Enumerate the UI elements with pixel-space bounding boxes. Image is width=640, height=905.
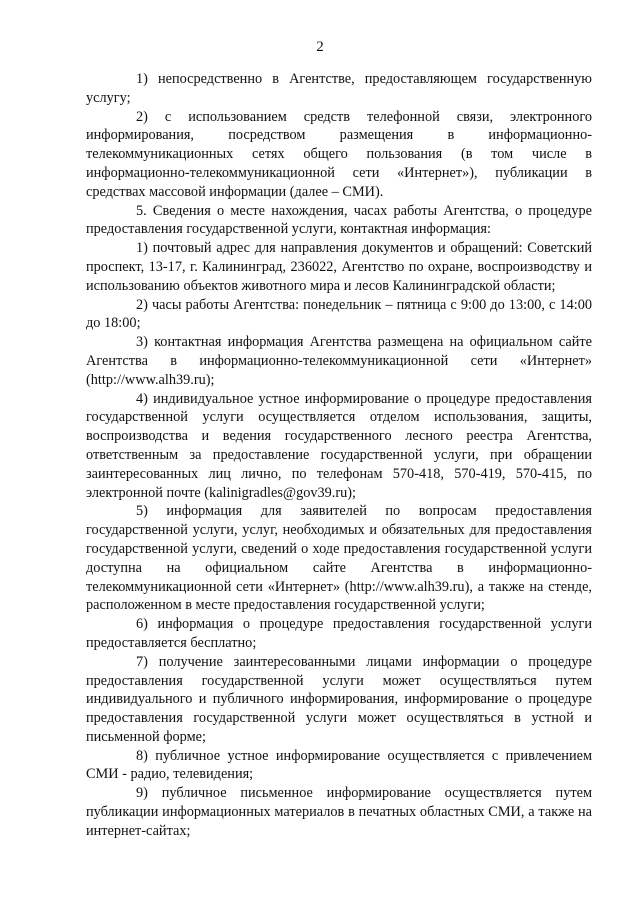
document-body [86, 70, 592, 841]
paragraph-4: 1) почтовый адрес для направления документов и обращений: Советский проспект, 13-17, г. Калининград, 236022, Агентство по охране, воспроизводству и использованию объектов животного мира и лесов Калининградской области; [86, 240, 592, 294]
paragraph-5: 2) часы работы Агентства: понедельник – пятница с 9:00 до 13:00, с 14:00 до 18:00; [86, 296, 592, 332]
paragraph-3: 5. Сведения о месте нахождения, часах работы Агентства, о процедуре предоставления государственной услуги, контактная информация: [86, 202, 592, 238]
paragraph-1: 1) непосредственно в Агентстве, предоставляющем государственную услугу; [86, 71, 592, 106]
paragraph-9: 6) информация о процедуре предоставления государственной услуги предоставляется бесплатно; [86, 616, 592, 651]
page-number: 2 [316, 39, 324, 55]
paragraph-11: 8) публичное устное информирование осуществляется с привлечением СМИ - радио, телевидения; [86, 747, 592, 783]
paragraph-8: 5) информация для заявителей по вопросам предоставления государственной услуги, услуг, необходимых и обязательных для предоставления государственной услуги, сведений о ходе предоставления государственной услуги доступна на официальном сайте Агентства в информационно-телекоммуникационной сети «Интернет» (http://www.alh39.ru), а также на стенде, расположенном в месте предоставления государственной услуги; [86, 503, 592, 614]
paragraph-12: 9) публичное письменное информирование осуществляется путем публикации информационных материалов в печатных областных СМИ, а также на интернет-сайтах; [86, 785, 592, 839]
paragraph-10: 7) получение заинтересованными лицами информации о процедуре предоставления государственной услуги может осуществляться путем индивидуального и публичного информирования, информирование о процедуре предоставления государственной услуги может осуществляться в устной и письменной форме; [86, 653, 592, 745]
paragraph-6: 3) контактная информация Агентства размещена на официальном сайте Агентства в информационно-телекоммуникационной сети «Интернет» (http://www.alh39.ru); [86, 334, 592, 388]
paragraph-7: 4) индивидуальное устное информирование о процедуре предоставления государственной услуги осуществляется отделом использования, защиты, воспроизводства и ведения государственного лесного реестра Агентства, ответственным за предоставление государственной услуги, при обращении заинтересованных лиц лично, по телефонам 570-418, 570-419, 570-415, по электронной почте (kalinigradles@gov39.ru); [86, 390, 592, 501]
paragraph-2: 2) с использованием средств телефонной связи, электронного информирования, посредством размещения в информационно-телекоммуникационных сетях общего пользования (в том числе в информационно-телекоммуникационной сети «Интернет»), публикации в средствах массовой информации (далее – СМИ). [86, 108, 592, 200]
